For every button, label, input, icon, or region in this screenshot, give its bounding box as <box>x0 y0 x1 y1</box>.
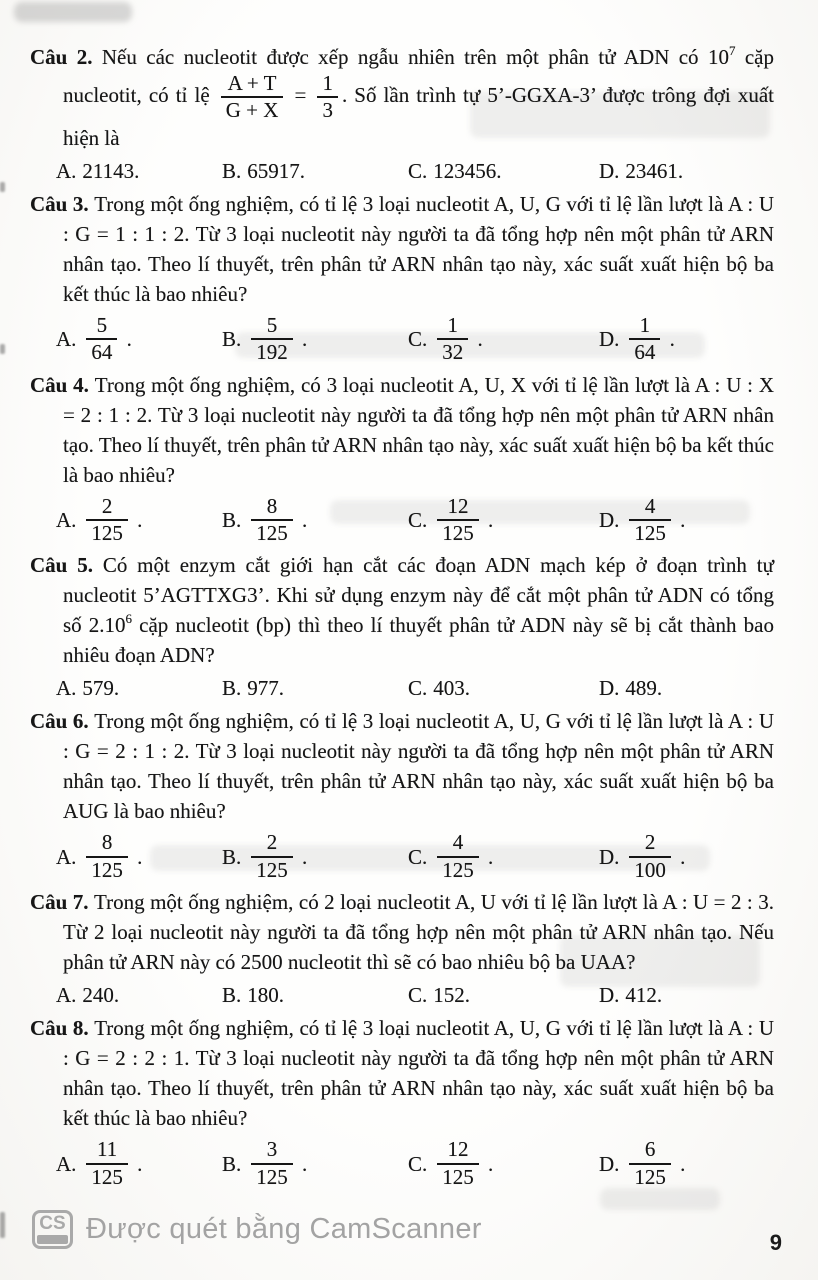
answer-option-d[interactable] <box>599 314 774 365</box>
answer-letter: D. <box>599 983 620 1008</box>
answer-letter: A. <box>56 676 77 701</box>
answer-letter: D. <box>599 676 620 701</box>
fraction-numerator: 3 <box>251 1139 293 1164</box>
answer-option-b[interactable] <box>222 158 408 184</box>
question-label: Câu 3. <box>30 191 95 216</box>
answer-value: 977. <box>247 676 285 701</box>
camscanner-logo-icon <box>32 1210 73 1249</box>
fraction-denominator: 125 <box>634 1164 666 1189</box>
camscanner-caption: Được quét bằng CamScanner <box>86 1213 482 1245</box>
answer-option-c[interactable] <box>408 158 599 184</box>
camscanner-logo-bar <box>37 1235 68 1244</box>
fraction-denominator: 125 <box>442 521 474 546</box>
answer-row <box>30 982 774 1008</box>
fraction-denominator: 125 <box>91 521 123 546</box>
fraction-numerator: 6 <box>629 1139 671 1164</box>
answer-letter: B. <box>222 327 242 352</box>
fraction-numerator: 12 <box>437 496 479 521</box>
fraction-denominator: 100 <box>634 857 666 882</box>
answer-suffix: . <box>296 1151 308 1176</box>
fraction <box>629 312 660 365</box>
fraction-numerator: 5 <box>86 315 117 340</box>
fraction <box>437 1139 479 1188</box>
fraction-numerator: 2 <box>251 832 293 857</box>
answer-suffix: . <box>482 1151 494 1176</box>
answer-row <box>30 1138 774 1189</box>
question-label: Câu 7. <box>30 890 95 915</box>
answer-option-c[interactable] <box>408 314 599 365</box>
answer-option-b[interactable] <box>222 1138 408 1189</box>
answer-value: 23461. <box>625 158 684 183</box>
answer-option-b[interactable] <box>222 982 408 1008</box>
answer-row <box>30 495 774 546</box>
fraction <box>221 73 284 122</box>
fraction-numerator: A + T <box>221 73 284 98</box>
fraction-denominator: 64 <box>634 340 656 365</box>
scan-edge-mark <box>0 344 5 354</box>
question-4 <box>30 370 774 546</box>
answer-letter: B. <box>222 844 242 869</box>
question-label: Câu 4. <box>30 372 95 397</box>
answer-row <box>30 158 774 184</box>
answer-letter: A. <box>56 1151 77 1176</box>
fraction <box>251 1139 293 1188</box>
answer-letter: B. <box>222 158 242 183</box>
fraction-numerator: 2 <box>629 832 671 857</box>
answer-letter: C. <box>408 676 428 701</box>
question-6 <box>30 706 774 882</box>
question-text: Câu 3. Trong một ống nghiệm, có tỉ lệ 3 loại nucleotit A, U, G với tỉ lệ lần lượt là A : U : G = 1 : 1 : 2. Từ 3 loại nucleotit này người ta đã tổng hợp nên một phân tử ARN nhân tạo. Theo lí thuyết, trên phân tử ARN nhân tạo này, xác suất xuất hiện bộ ba kết thúc là bao nhiêu? <box>30 191 774 306</box>
fraction-denominator: 32 <box>442 340 464 365</box>
answer-letter: D. <box>599 158 620 183</box>
fraction-denominator: 125 <box>442 857 474 882</box>
answer-suffix: . <box>674 508 686 533</box>
question-label: Câu 5. <box>30 553 103 578</box>
answer-letter: C. <box>408 1151 428 1176</box>
answer-letter: C. <box>408 844 428 869</box>
fraction <box>629 832 671 881</box>
question-label: Câu 2. <box>30 45 102 69</box>
fraction-denominator: 125 <box>91 1164 123 1189</box>
fraction-numerator: 8 <box>251 496 293 521</box>
scan-edge-mark <box>0 1212 5 1238</box>
question-7 <box>30 887 774 1008</box>
fraction-denominator: 125 <box>91 857 123 882</box>
fraction <box>629 493 671 546</box>
answer-row <box>30 314 774 365</box>
fraction <box>86 493 128 546</box>
fraction-numerator: 1 <box>437 315 468 340</box>
answer-suffix: . <box>131 1151 143 1176</box>
fraction <box>437 832 479 881</box>
answer-suffix: . <box>121 327 132 352</box>
answer-option-a[interactable] <box>56 982 222 1008</box>
answer-option-c[interactable] <box>408 675 599 701</box>
answer-value: 403. <box>433 676 471 701</box>
answer-value: 152. <box>433 983 471 1008</box>
answer-suffix: . <box>482 844 494 869</box>
answer-option-a[interactable] <box>56 675 222 701</box>
answer-letter: A. <box>56 327 77 352</box>
answer-value: 123456. <box>433 158 502 183</box>
answer-letter: A. <box>56 983 77 1008</box>
fraction <box>86 312 117 365</box>
fraction-denominator: 192 <box>256 340 288 365</box>
answer-letter: B. <box>222 676 242 701</box>
answer-option-d[interactable] <box>599 495 774 546</box>
scan-edge-mark <box>0 182 5 192</box>
answer-letter: C. <box>408 327 428 352</box>
answer-option-a[interactable] <box>56 314 222 365</box>
fraction-numerator: 5 <box>251 315 293 340</box>
fraction-numerator: 1 <box>317 73 338 98</box>
fraction-denominator: 125 <box>634 521 666 546</box>
answer-letter: D. <box>599 844 620 869</box>
superscript: 7 <box>728 43 736 58</box>
answer-letter: D. <box>599 327 620 352</box>
answer-option-a[interactable] <box>56 158 222 184</box>
answer-row <box>30 675 774 701</box>
fraction <box>317 73 338 122</box>
answer-letter: C. <box>408 158 428 183</box>
fraction-numerator: 4 <box>629 496 671 521</box>
fraction <box>437 493 479 546</box>
answer-option-b[interactable] <box>222 675 408 701</box>
camscanner-logo-text: CS <box>39 1213 66 1234</box>
answer-letter: A. <box>56 158 77 183</box>
fraction-numerator: 11 <box>86 1139 128 1164</box>
answer-option-c[interactable] <box>408 495 599 546</box>
answer-option-c[interactable] <box>408 1138 599 1189</box>
fraction <box>251 312 293 365</box>
question-text: Câu 2. Nếu các nucleotit được xếp ngẫu nhiên trên một phân tử ADN có $10^7$ cặp nucleotit, có tỉ lệ $\frac{A + T}{G + X}$ = $\frac{1}{3}$ . Số lần trình tự 5’-GGXA-3’ được trông đợi xuất hiện là <box>30 43 775 150</box>
answer-letter: D. <box>599 1151 620 1176</box>
answer-option-d[interactable] <box>599 982 774 1008</box>
fraction-denominator: 125 <box>256 857 288 882</box>
question-text: Câu 6. Trong một ống nghiệm, có tỉ lệ 3 loại nucleotit A, U, G với tỉ lệ lần lượt là A : U : G = 2 : 1 : 2. Từ 3 loại nucleotit này người ta đã tổng hợp nên một phân tử ARN nhân tạo. Theo lí thuyết, trên phân tử ARN nhân tạo này, xác suất xuất hiện bộ ba AUG là bao nhiêu? <box>30 709 774 824</box>
answer-letter: C. <box>408 983 428 1008</box>
answer-option-d[interactable] <box>599 158 774 184</box>
answer-suffix: . <box>664 327 675 352</box>
question-8 <box>30 1013 774 1189</box>
fraction-denominator: 3 <box>322 98 333 123</box>
fraction-numerator: 2 <box>86 496 128 521</box>
fraction-denominator: 125 <box>256 521 288 546</box>
answer-letter: A. <box>56 844 77 869</box>
fraction <box>86 1139 128 1188</box>
question-3 <box>30 189 774 365</box>
page-number: 9 <box>769 1230 782 1255</box>
answer-value: 65917. <box>247 158 306 183</box>
fraction-denominator: 125 <box>256 1164 288 1189</box>
question-2 <box>30 42 774 184</box>
question-text: Câu 7. Trong một ống nghiệm, có 2 loại nucleotit A, U với tỉ lệ lần lượt là A : U = 2 : 3. Từ 2 loại nucleotit này người ta đã tổng hợp nên một phân tử ARN nhân tạo. Nếu phân tử ARN này có 2500 nucleotit thì sẽ có bao nhiêu bộ ba UAA? <box>30 890 774 975</box>
answer-value: 180. <box>247 983 285 1008</box>
answer-letter: B. <box>222 508 242 533</box>
question-text: Câu 4. Trong một ống nghiệm, có 3 loại nucleotit A, U, X với tỉ lệ lần lượt là A : U : X = 2 : 1 : 2. Từ 3 loại nucleotit này người ta đã tổng hợp nên một phân tử ARN nhân tạo. Theo lí thuyết, trên phân tử ARN nhân tạo này, xác suất xuất hiện bộ ba kết thúc là bao nhiêu? <box>30 372 774 487</box>
answer-value: 489. <box>625 676 663 701</box>
question-5 <box>30 550 774 701</box>
answer-suffix: . <box>482 508 494 533</box>
fraction-denominator: 125 <box>442 1164 474 1189</box>
answer-suffix: . <box>674 844 686 869</box>
answer-letter: C. <box>408 508 428 533</box>
fraction-numerator: 12 <box>437 1139 479 1164</box>
answer-option-d[interactable] <box>599 831 774 882</box>
answer-value: 412. <box>625 983 663 1008</box>
fraction-denominator: G + X <box>225 98 279 123</box>
answer-value: 240. <box>82 983 120 1008</box>
answer-letter: D. <box>599 508 620 533</box>
answer-letter: B. <box>222 1151 242 1176</box>
question-label: Câu 6. <box>30 709 95 734</box>
fraction-numerator: 4 <box>437 832 479 857</box>
question-label: Câu 8. <box>30 1016 95 1041</box>
scan-smudge <box>14 2 132 22</box>
answer-suffix: . <box>296 327 308 352</box>
answer-suffix: . <box>131 508 143 533</box>
answer-option-a[interactable] <box>56 495 222 546</box>
question-list <box>30 42 774 1194</box>
answer-suffix: . <box>472 327 483 352</box>
answer-option-b[interactable] <box>222 314 408 365</box>
fraction <box>251 493 293 546</box>
answer-option-a[interactable] <box>56 831 222 882</box>
camscanner-footer <box>32 1210 482 1249</box>
fraction <box>629 1139 671 1188</box>
answer-option-b[interactable] <box>222 831 408 882</box>
fraction <box>437 312 468 365</box>
answer-letter: B. <box>222 983 242 1008</box>
answer-row <box>30 831 774 882</box>
answer-letter: A. <box>56 508 77 533</box>
answer-option-b[interactable] <box>222 495 408 546</box>
answer-option-d[interactable] <box>599 675 774 701</box>
answer-value: 21143. <box>82 158 140 183</box>
fraction-numerator: 8 <box>86 832 128 857</box>
answer-option-c[interactable] <box>408 831 599 882</box>
answer-suffix: . <box>674 1151 686 1176</box>
answer-value: 579. <box>82 676 120 701</box>
fraction-numerator: 1 <box>629 315 660 340</box>
superscript: 6 <box>125 611 133 627</box>
answer-option-d[interactable] <box>599 1138 774 1189</box>
fraction <box>86 832 128 881</box>
fraction <box>251 832 293 881</box>
fraction-denominator: 64 <box>91 340 113 365</box>
answer-option-c[interactable] <box>408 982 599 1008</box>
answer-suffix: . <box>296 844 308 869</box>
question-text: Câu 8. Trong một ống nghiệm, có tỉ lệ 3 loại nucleotit A, U, G với tỉ lệ lần lượt là A : U : G = 2 : 2 : 1. Từ 3 loại nucleotit này người ta đã tổng hợp nên một phân tử ARN nhân tạo. Theo lí thuyết, trên phân tử ARN nhân tạo này, xác suất xuất hiện bộ ba kết thúc là bao nhiêu? <box>30 1016 774 1131</box>
answer-suffix: . <box>296 508 308 533</box>
answer-option-a[interactable] <box>56 1138 222 1189</box>
answer-suffix: . <box>131 844 143 869</box>
question-text: Câu 5. Có một enzym cắt giới hạn cắt các đoạn ADN mạch kép ở đoạn trình tự nucleotit 5’AGTTXG3’. Khi sử dụng enzym này để cắt một phân tử ADN có tổng số 2.10$^6$ cặp nucleotit (bp) thì theo lí thuyết phân tử ADN này sẽ bị cắt thành bao nhiêu đoạn ADN? <box>30 553 774 668</box>
